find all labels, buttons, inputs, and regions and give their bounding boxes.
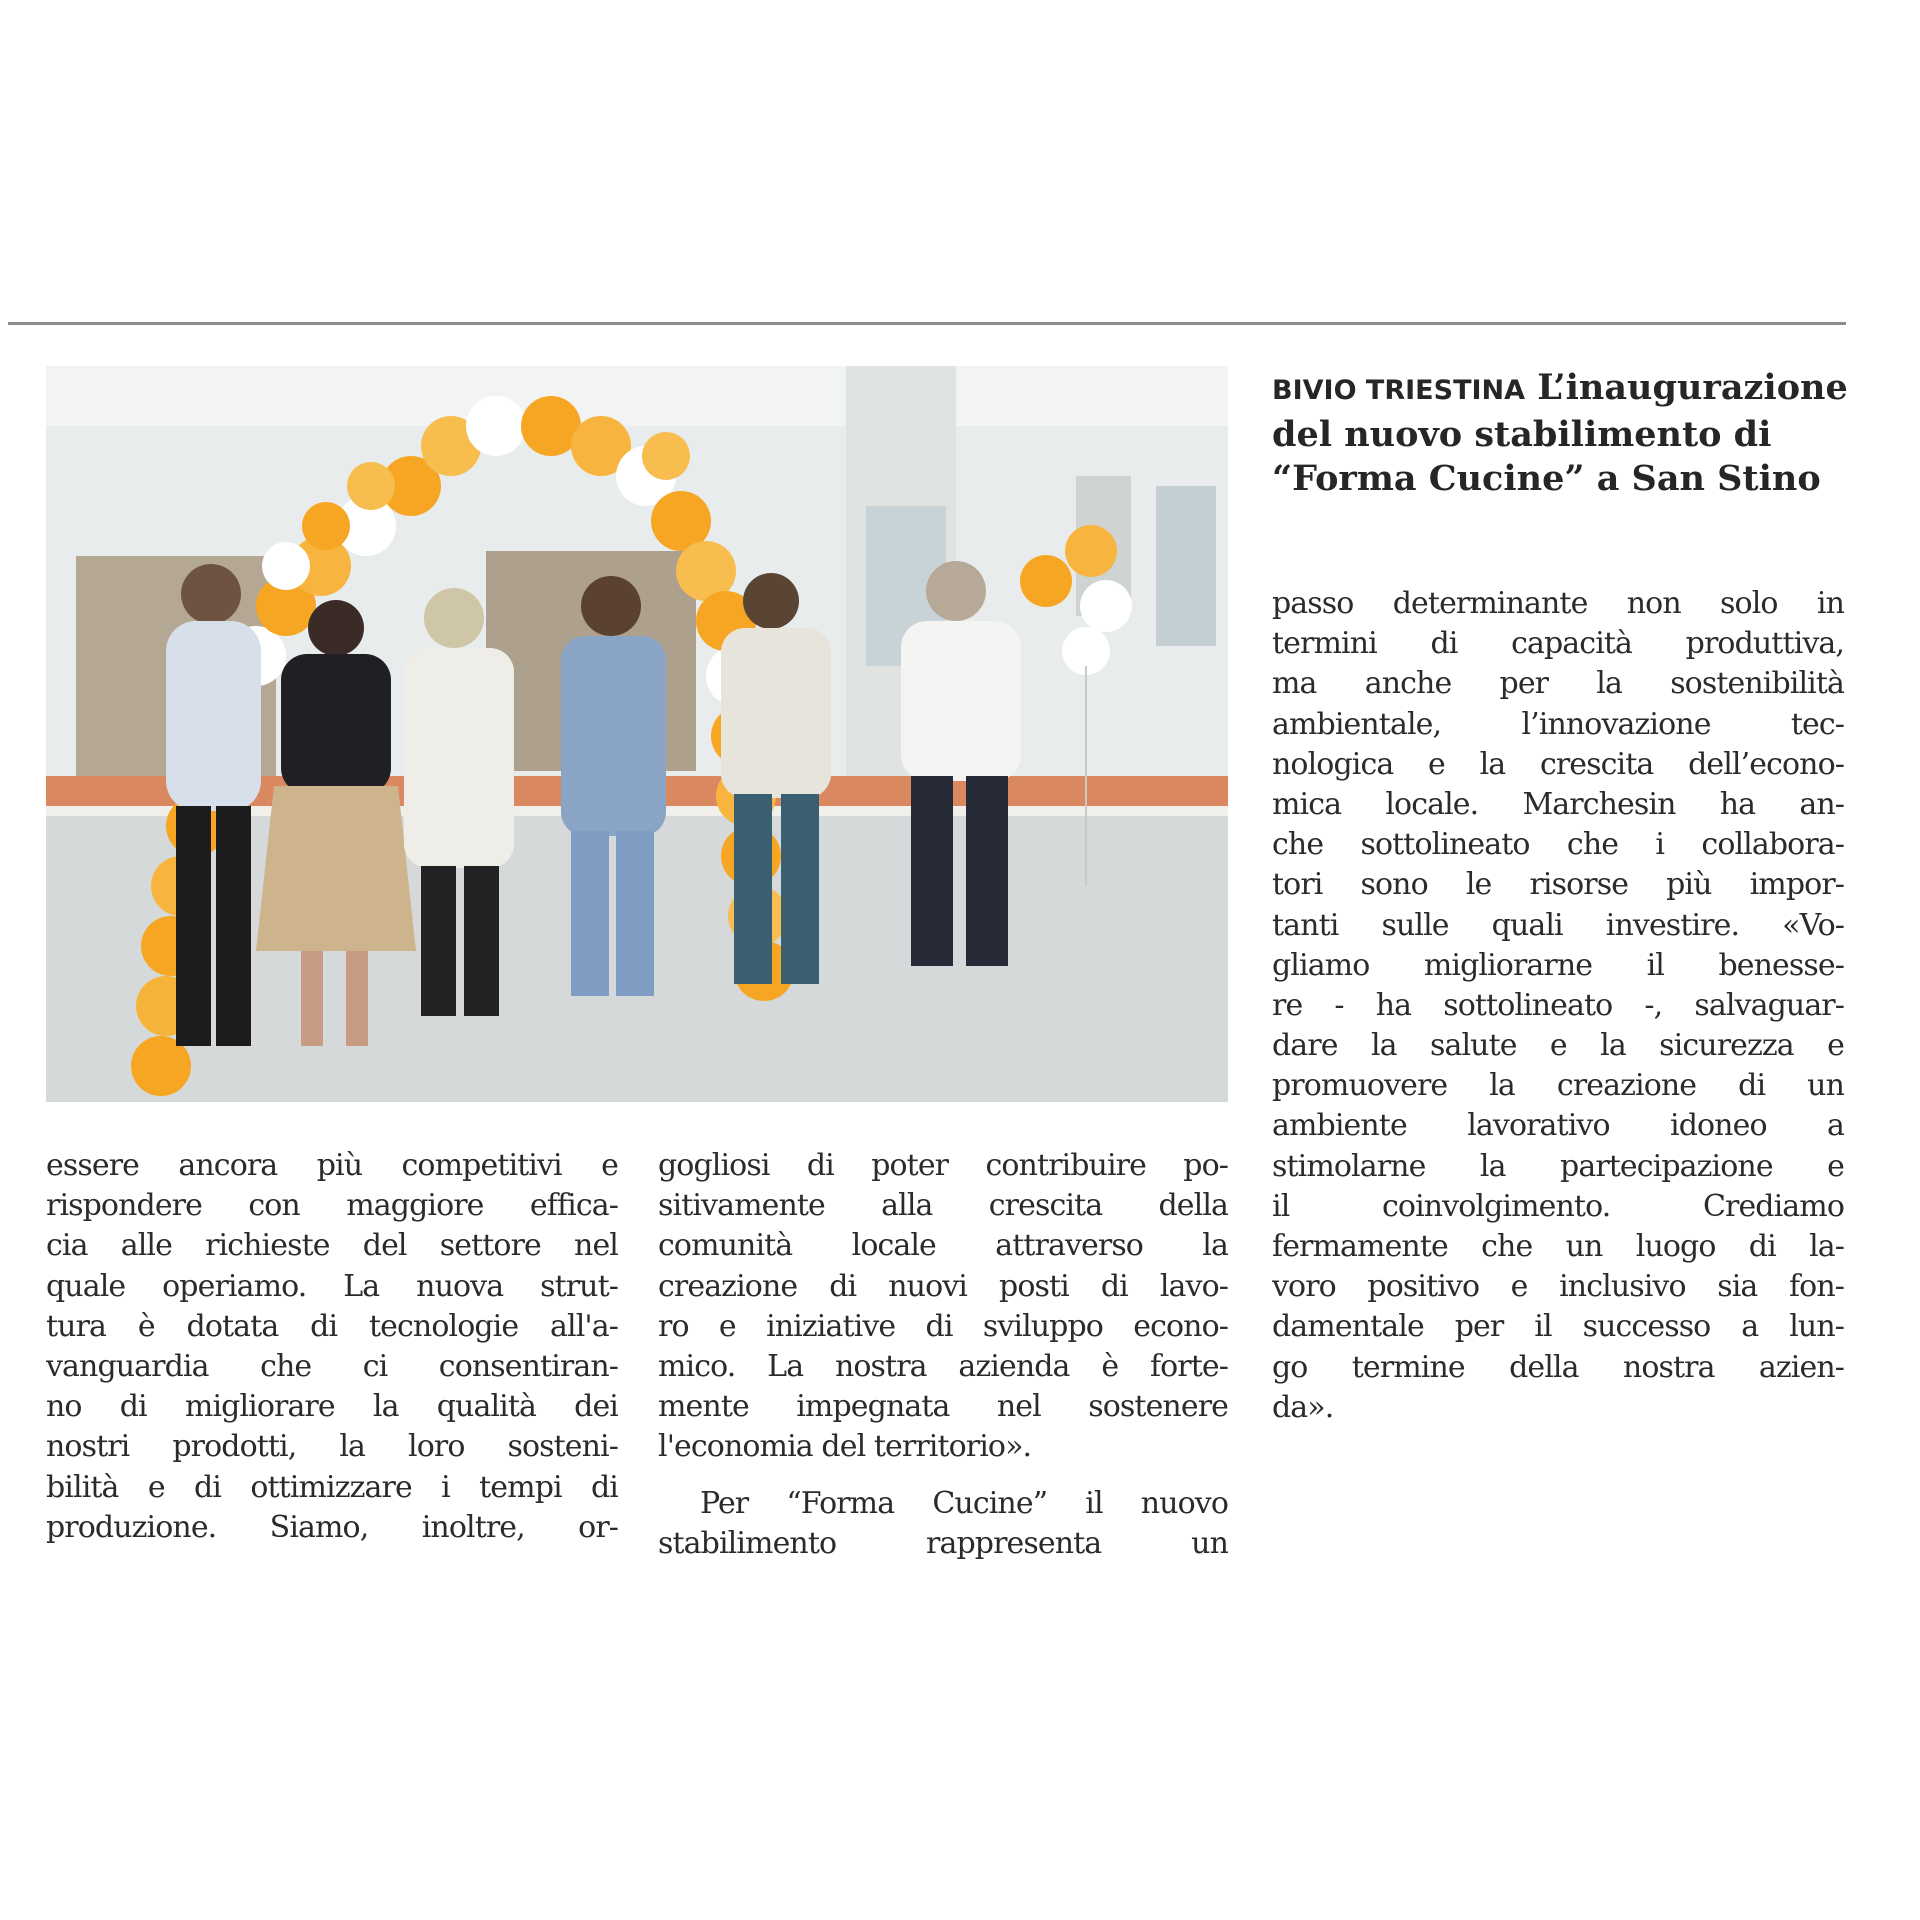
text-line: passo determinante non solo in [1272, 586, 1844, 621]
text-line: stabilimento rappresenta un [658, 1525, 1228, 1561]
article-column-3 [1272, 584, 1844, 1428]
text-line: ro e iniziative di sviluppo econo- [658, 1308, 1228, 1344]
text-line: ambientale, l’innovazione tec- [1272, 706, 1844, 742]
text-line: mico. La nostra azienda è forte- [658, 1348, 1228, 1384]
text-line: tanti sulle quali investire. «Vo- [1272, 907, 1844, 943]
caption-line-2: del nuovo stabilimento di [1272, 414, 1772, 455]
caption-kicker: BIVIO TRIESTINA [1272, 375, 1526, 406]
text-line: sitivamente alla crescita della [658, 1188, 1228, 1224]
text-line: produzione. Siamo, inoltre, or- [46, 1509, 618, 1545]
text-line: rispondere con maggiore effica- [46, 1188, 618, 1224]
text-line: stimolarne la partecipazione e [1272, 1148, 1844, 1184]
caption-line-1: BIVIO TRIESTINA L’inaugurazione [1272, 367, 1848, 408]
text-line: go termine della nostra azien- [1272, 1349, 1844, 1385]
text-line: ambiente lavorativo idoneo a [1272, 1108, 1844, 1144]
photo-image [46, 366, 1228, 1102]
text-line: dare la salute e la sicurezza e [1272, 1028, 1844, 1064]
text-line: damentale per il successo a lun- [1272, 1309, 1844, 1345]
caption-line-3: “Forma Cucine” a San Stino [1272, 458, 1821, 499]
text-line: gliamo migliorarne il benesse- [1272, 947, 1844, 983]
text-line: fermamente che un luogo di la- [1272, 1229, 1844, 1264]
text-line: gogliosi di poter contribuire po- [658, 1148, 1228, 1183]
top-divider-rule [8, 322, 1846, 325]
article-photo [46, 366, 1228, 1102]
text-line: l'economia del territorio». [658, 1429, 1032, 1465]
text-line: voro positivo e inclusivo sia fon- [1272, 1269, 1844, 1305]
article-column-2 [658, 1146, 1228, 1564]
text-line: che sottolineato che i collabora- [1272, 827, 1844, 863]
text-line: mica locale. Marchesin ha an- [1272, 786, 1844, 822]
text-line: nostri prodotti, la loro sosteni- [46, 1429, 618, 1465]
text-line: re - ha sottolineato -, salvaguar- [1272, 987, 1844, 1023]
text-line: bilità e di ottimizzare i tempi di [46, 1469, 618, 1505]
text-line: quale operiamo. La nuova strut- [46, 1268, 618, 1304]
text-line: cia alle richieste del settore nel [46, 1228, 618, 1264]
text-line: ma anche per la sostenibilità [1272, 666, 1844, 702]
photo-caption [1272, 366, 1848, 501]
text-line: nologica e la crescita dell’econo- [1272, 746, 1844, 782]
text-line: tura è dotata di tecnologie all'a- [46, 1308, 618, 1344]
text-line: Per “Forma Cucine” il nuovo [700, 1485, 1228, 1521]
text-line: vanguardia che ci consentiran- [46, 1348, 618, 1384]
text-line: termini di capacità produttiva, [1272, 626, 1844, 662]
text-line: essere ancora più competitivi e [46, 1148, 618, 1183]
article-column-1 [46, 1146, 618, 1548]
text-line: tori sono le risorse più impor- [1272, 867, 1844, 903]
text-line: mente impegnata nel sostenere [658, 1389, 1228, 1425]
text-line: no di migliorare la qualità dei [46, 1389, 618, 1425]
text-line: da». [1272, 1389, 1334, 1425]
text-line: comunità locale attraverso la [658, 1228, 1228, 1264]
text-line: creazione di nuovi posti di lavo- [658, 1268, 1228, 1304]
text-line: il coinvolgimento. Crediamo [1272, 1188, 1844, 1224]
text-line: promuovere la creazione di un [1272, 1068, 1844, 1104]
